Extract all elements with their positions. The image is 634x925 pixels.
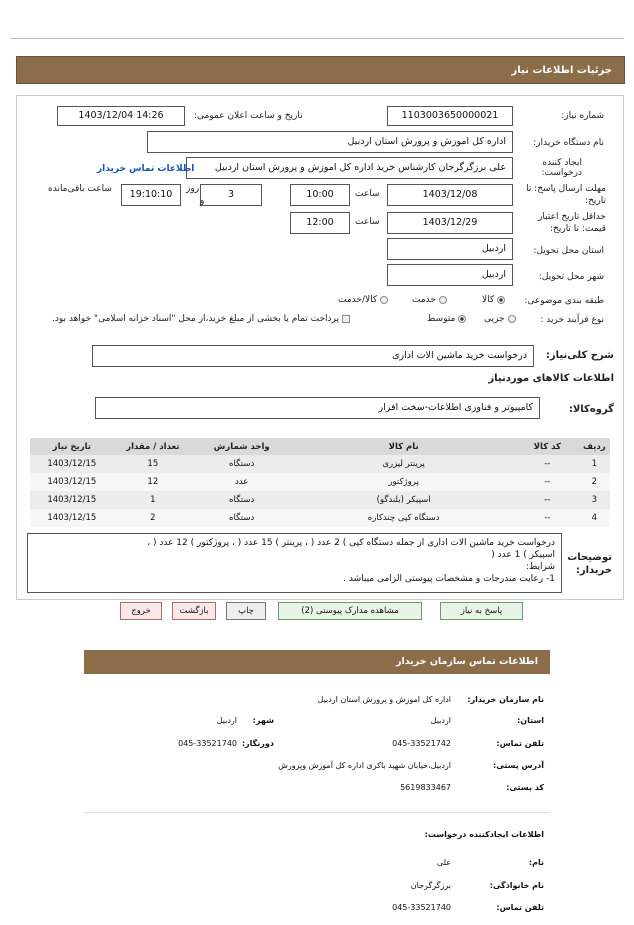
delivery-city-label: شهر محل تحویل: bbox=[538, 272, 604, 282]
contact-fax-label: دورنگار: bbox=[241, 739, 274, 748]
delivery-city-field[interactable]: اردبیل bbox=[387, 264, 513, 286]
contact-address-value: اردبیل،خیابان شهید باکری اداره کل آموزش وپرورش bbox=[278, 761, 451, 770]
cell-row: 4 bbox=[579, 509, 610, 527]
col-qty: تعداد / مقدار bbox=[114, 438, 192, 455]
treasury-payment-option[interactable]: پرداخت تمام یا بخشی از مبلغ خرید،از محل "اسناد خزانه اسلامی" خواهد بود. bbox=[52, 314, 350, 324]
creator-label: ایجاد کننده درخواست: bbox=[541, 158, 582, 178]
cell-qty: 15 bbox=[114, 455, 192, 473]
cell-code: -- bbox=[516, 509, 579, 527]
delivery-province-field[interactable]: اردبیل bbox=[387, 238, 513, 260]
days-remaining-field[interactable]: 3 bbox=[200, 184, 262, 206]
need-number-label: شماره نیاز: bbox=[561, 111, 604, 121]
top-divider bbox=[10, 38, 624, 39]
purchase-option-minor[interactable]: جزیی bbox=[484, 314, 516, 324]
deadline-label: مهلت ارسال پاسخ: تا تاریخ: bbox=[526, 184, 606, 206]
buyer-desc-line: 1- رعایت مندرجات و مشخصات پیوستی الزامی میباشد . bbox=[343, 574, 555, 584]
cell-name: پرینتر لیزری bbox=[291, 455, 516, 473]
exit-button[interactable]: خروج bbox=[120, 602, 162, 620]
buyer-org-label: نام دستگاه خریدار: bbox=[533, 138, 604, 148]
col-row: ردیف bbox=[579, 438, 610, 455]
goods-info-title: اطلاعات کالاهای موردنیاز bbox=[488, 373, 614, 384]
deadline-date-field[interactable]: 1403/12/08 bbox=[387, 184, 513, 206]
buyer-desc-line: درخواست خرید ماشین الات اداری از جمله دستگاه کپی ) 2 عدد ( ، پرینتر ) 15 عدد ( ، پروژکتور ) 12 عدد ( ، bbox=[147, 538, 555, 548]
cell-unit: دستگاه bbox=[192, 491, 291, 509]
price-validity-time-field[interactable]: 12:00 bbox=[290, 212, 350, 234]
buyer-desc-line: شرایط: bbox=[525, 562, 555, 572]
creator-phone-value: 045-33521740 bbox=[392, 903, 451, 912]
contact-org-label: نام سازمان خریدار: bbox=[467, 695, 544, 704]
price-validity-date-field[interactable]: 1403/12/29 bbox=[387, 212, 513, 234]
buyer-contact-link[interactable]: اطلاعات تماس خریدار bbox=[97, 164, 195, 174]
buyer-org-field[interactable]: اداره کل اموزش و پرورش استان اردبیل bbox=[147, 131, 513, 153]
creator-info-title: اطلاعات ایجادکننده درخواست: bbox=[424, 830, 544, 839]
days-label: روز bbox=[186, 184, 200, 194]
creator-phone-label: تلفن تماس: bbox=[496, 903, 544, 912]
cell-name: اسپیکر (بلندگو) bbox=[291, 491, 516, 509]
contact-phone-label: تلفن تماس: bbox=[496, 739, 544, 748]
creator-name-value: علی bbox=[436, 858, 451, 867]
cell-unit: دستگاه bbox=[192, 509, 291, 527]
contact-city-value: اردبیل bbox=[216, 716, 237, 725]
contact-address-label: آدرس پستی: bbox=[493, 761, 544, 770]
table-row[interactable] bbox=[30, 473, 610, 491]
category-option-goods[interactable]: کالا bbox=[482, 295, 505, 305]
buyer-desc-line: اسپیکر ) 1 عدد ( bbox=[491, 550, 555, 560]
buyer-desc-box[interactable] bbox=[27, 533, 562, 593]
need-number-field[interactable]: 1103003650000021 bbox=[387, 106, 513, 126]
cell-date: 1403/12/15 bbox=[30, 455, 114, 473]
price-validity-label: حداقل تاریخ اعتبار قیمت: تا تاریخ: bbox=[538, 212, 606, 234]
creator-family-label: نام خانوادگی: bbox=[489, 881, 544, 890]
reply-button[interactable]: پاسخ به نیاز bbox=[440, 602, 523, 620]
table-row[interactable] bbox=[30, 455, 610, 473]
cell-date: 1403/12/15 bbox=[30, 491, 114, 509]
page-title: جزئیات اطلاعات نیاز bbox=[16, 56, 625, 84]
cell-qty: 2 bbox=[114, 509, 192, 527]
cell-unit: عدد bbox=[192, 473, 291, 491]
announce-date-field[interactable]: 1403/12/04 14:26 bbox=[57, 106, 185, 126]
table-header-row bbox=[30, 438, 610, 455]
col-name: نام کالا bbox=[291, 438, 516, 455]
deadline-time-field[interactable]: 10:00 bbox=[290, 184, 350, 206]
cell-name: پروژکتور bbox=[291, 473, 516, 491]
cell-date: 1403/12/15 bbox=[30, 473, 114, 491]
attachments-button[interactable]: مشاهده مدارک پیوستی (2) bbox=[278, 602, 422, 620]
buyer-desc-label: توضیحات خریدار: bbox=[567, 552, 612, 576]
cell-code: -- bbox=[516, 491, 579, 509]
table-row[interactable] bbox=[30, 509, 610, 527]
contact-city-label: شهر: bbox=[252, 716, 274, 725]
col-code: کد کالا bbox=[516, 438, 579, 455]
contact-fax-value: 045-33521740 bbox=[178, 739, 237, 748]
announce-date-label: تاریخ و ساعت اعلان عمومی: bbox=[194, 111, 303, 121]
purchase-type-label: نوع فرآیند خرید : bbox=[540, 315, 604, 325]
creator-field[interactable]: علی برزگرگرجان کارشناس خرید اداره کل اموزش و پرورش استان اردبیل bbox=[186, 157, 513, 179]
col-date: تاریخ نیاز bbox=[30, 438, 114, 455]
cell-qty: 1 bbox=[114, 491, 192, 509]
cell-code: -- bbox=[516, 455, 579, 473]
category-option-both[interactable]: کالا/خدمت bbox=[338, 295, 388, 305]
radio-selected-icon bbox=[458, 315, 466, 323]
radio-selected-icon bbox=[497, 296, 505, 304]
price-validity-time-label: ساعت bbox=[355, 217, 380, 227]
remaining-time-field[interactable]: 19:10:10 bbox=[121, 184, 181, 206]
cell-row: 1 bbox=[579, 455, 610, 473]
summary-field[interactable]: درخواست خرید ماشین الات اداری bbox=[92, 345, 534, 367]
cell-code: -- bbox=[516, 473, 579, 491]
table-row[interactable] bbox=[30, 491, 610, 509]
creator-name-label: نام: bbox=[528, 858, 544, 867]
cell-date: 1403/12/15 bbox=[30, 509, 114, 527]
contact-postal-label: کد پستی: bbox=[506, 783, 544, 792]
checkbox-icon bbox=[342, 315, 350, 323]
col-unit: واحد شمارش bbox=[192, 438, 291, 455]
radio-icon bbox=[508, 315, 516, 323]
radio-icon bbox=[380, 296, 388, 304]
delivery-province-label: استان محل تحویل: bbox=[533, 246, 604, 256]
deadline-time-label: ساعت bbox=[355, 189, 380, 199]
contact-province-value: اردبیل bbox=[430, 716, 451, 725]
cell-qty: 12 bbox=[114, 473, 192, 491]
contact-phone-value: 045-33521742 bbox=[392, 739, 451, 748]
category-option-service[interactable]: خدمت bbox=[412, 295, 447, 305]
cell-unit: دستگاه bbox=[192, 455, 291, 473]
cell-name: دستگاه کپی چندکاره bbox=[291, 509, 516, 527]
radio-icon bbox=[439, 296, 447, 304]
contact-divider bbox=[84, 812, 550, 813]
cell-row: 3 bbox=[579, 491, 610, 509]
contact-province-label: استان: bbox=[517, 716, 544, 725]
purchase-option-medium[interactable]: متوسط bbox=[427, 314, 466, 324]
contact-section-title: اطلاعات تماس سازمان خریدار bbox=[84, 650, 550, 674]
cell-row: 2 bbox=[579, 473, 610, 491]
creator-family-value: برزگرگرجان bbox=[410, 881, 451, 890]
remaining-time-label: ساعت باقی‌مانده bbox=[48, 184, 112, 194]
back-button[interactable]: بازگشت bbox=[172, 602, 216, 620]
goods-table bbox=[30, 438, 610, 527]
print-button[interactable]: چاپ bbox=[226, 602, 266, 620]
summary-label: شرح کلی‌نیاز: bbox=[545, 350, 614, 361]
contact-org-value: اداره کل اموزش و پرورش استان اردبیل bbox=[317, 695, 451, 704]
goods-group-field[interactable]: کامپیوتر و فناوری اطلاعات-سخت افزار bbox=[95, 397, 540, 419]
goods-group-label: گروه‌کالا: bbox=[568, 404, 614, 415]
category-label: طبقه بندی موضوعی: bbox=[524, 296, 604, 306]
contact-postal-value: 5619833467 bbox=[400, 783, 451, 792]
days-suffix: و bbox=[200, 196, 205, 206]
